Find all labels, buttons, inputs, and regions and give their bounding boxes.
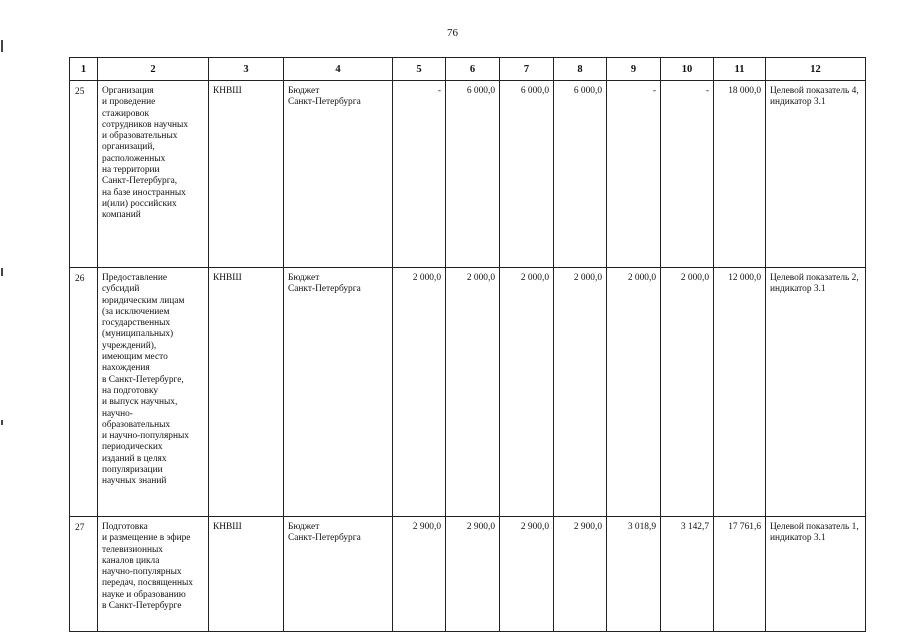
value: 2 900,0 [573, 522, 602, 532]
table-row [70, 81, 866, 268]
scan-edge-mark [1, 268, 3, 276]
funding-source-cell [284, 268, 393, 517]
funding-source-cell [284, 81, 393, 268]
scan-edge-mark [1, 420, 3, 425]
executor: КНВШ [213, 522, 242, 532]
column-header: 11 [714, 58, 766, 81]
column-header: 12 [766, 58, 866, 81]
header-row [70, 58, 866, 81]
value: 6 000,0 [573, 86, 602, 96]
value-cell [393, 517, 446, 632]
value: 2 000,0 [466, 273, 495, 283]
activity-name-cell [98, 81, 209, 268]
value: 2 000,0 [412, 273, 441, 283]
value: 2 900,0 [520, 522, 549, 532]
value: 2 000,0 [520, 273, 549, 283]
value-cell [607, 81, 661, 268]
total-cell [714, 517, 766, 632]
value-cell [500, 517, 554, 632]
total-cell [714, 81, 766, 268]
value: 6 000,0 [466, 86, 495, 96]
column-header: 2 [98, 58, 209, 81]
total: 17 761,6 [728, 522, 761, 532]
column-header: 9 [607, 58, 661, 81]
indicator-cell [766, 268, 866, 517]
column-header: 8 [554, 58, 607, 81]
value: 6 000,0 [520, 86, 549, 96]
value-cell [500, 268, 554, 517]
value-cell [607, 268, 661, 517]
value-cell [554, 268, 607, 517]
column-header: 10 [661, 58, 714, 81]
indicator: Целевой показатель 4, индикатор 3.1 [770, 86, 859, 108]
value: 2 000,0 [573, 273, 602, 283]
value: - [705, 86, 709, 96]
column-header: 5 [393, 58, 446, 81]
indicator: Целевой показатель 1, индикатор 3.1 [770, 522, 859, 544]
value: 2 000,0 [627, 273, 656, 283]
executor-cell [209, 517, 284, 632]
value: - [652, 86, 656, 96]
row-index: 25 [75, 87, 85, 97]
total-cell [714, 268, 766, 517]
value-cell [393, 268, 446, 517]
executor: КНВШ [213, 86, 242, 96]
value-cell [661, 517, 714, 632]
value-cell [446, 268, 500, 517]
indicator: Целевой показатель 2, индикатор 3.1 [770, 273, 859, 295]
table-row [70, 268, 866, 517]
value-cell [500, 81, 554, 268]
value-cell [661, 268, 714, 517]
executor-cell [209, 81, 284, 268]
funding-source: Бюджет Санкт-Петербурга [288, 273, 361, 295]
value-cell [607, 517, 661, 632]
value-cell [554, 81, 607, 268]
column-header: 3 [209, 58, 284, 81]
row-index-cell [70, 517, 98, 632]
activity-name: Предоставление субсидий юридическим лицам (за исключением государственных (муниципальных) учреждений), имеющим место нахождения в Санкт-Петербурге, на подготовку и выпуск научных, научно- образовательных и научно-популярных периодических изданий в целях популяризации научных знаний [102, 273, 189, 487]
value-cell [446, 517, 500, 632]
table-row [70, 517, 866, 632]
value: 3 018,9 [627, 522, 656, 532]
value: 2 900,0 [466, 522, 495, 532]
funding-source: Бюджет Санкт-Петербурга [288, 86, 361, 108]
activity-name-cell [98, 268, 209, 517]
value: 2 900,0 [412, 522, 441, 532]
column-header: 6 [446, 58, 500, 81]
column-header: 7 [500, 58, 554, 81]
indicator-cell [766, 81, 866, 268]
funding-source: Бюджет Санкт-Петербурга [288, 522, 361, 544]
executor-cell [209, 268, 284, 517]
activity-name: Подготовка и размещение в эфире телевизионных каналов цикла научно-популярных передач, посвященных науке и образованию в Санкт-Петербурге [102, 522, 193, 612]
page-number: 76 [447, 27, 458, 39]
funding-source-cell [284, 517, 393, 632]
executor: КНВШ [213, 273, 242, 283]
total: 12 000,0 [728, 273, 761, 283]
indicator-cell [766, 517, 866, 632]
program-activities-table [69, 57, 866, 632]
column-header: 4 [284, 58, 393, 81]
activity-name: Организация и проведение стажировок сотрудников научных и образовательных организаций, расположенных на территории Санкт-Петербурга, на базе иностранных и(или) российских компаний [102, 86, 189, 221]
row-index: 27 [75, 523, 85, 533]
scan-edge-mark [1, 40, 3, 52]
activity-name-cell [98, 517, 209, 632]
total: 18 000,0 [728, 86, 761, 96]
value-cell [554, 517, 607, 632]
row-index-cell [70, 81, 98, 268]
value: 3 142,7 [680, 522, 709, 532]
value-cell [446, 81, 500, 268]
value: - [437, 86, 441, 96]
value: 2 000,0 [680, 273, 709, 283]
value-cell [661, 81, 714, 268]
column-header: 1 [70, 58, 98, 81]
row-index-cell [70, 268, 98, 517]
value-cell [393, 81, 446, 268]
row-index: 26 [75, 274, 85, 284]
